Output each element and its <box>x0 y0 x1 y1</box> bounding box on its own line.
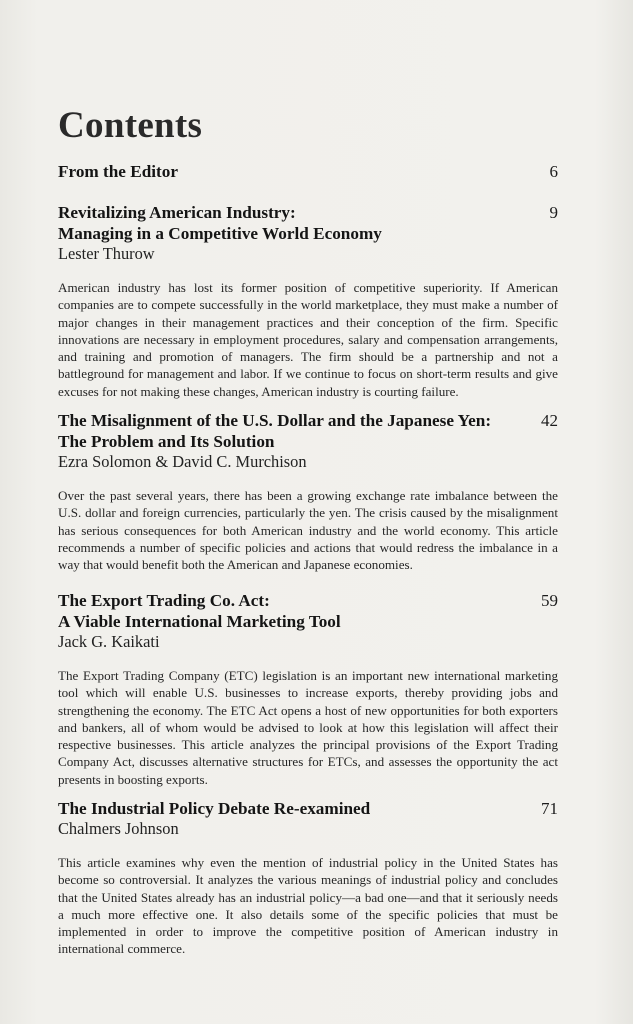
toc-entry-from-editor[interactable] <box>58 161 558 182</box>
entry-title <box>58 590 528 632</box>
toc-entry[interactable] <box>58 590 558 788</box>
toc-entry[interactable] <box>58 410 558 573</box>
toc-entry[interactable] <box>58 202 558 400</box>
entry-page-number: 59 <box>541 591 558 610</box>
entry-page-number: 9 <box>549 203 558 222</box>
entry-page-number: 6 <box>549 162 558 181</box>
entry-abstract: This article examines why even the mention of industrial policy in the United States has become so controversial. It analyzes the various meanings of industrial policy and concludes that the United States already has an industrial policy—a bad one—and that it seriously needs a much more effective one. It also details some of the specific policies that must be implemented in order to improve the competitive position of American industry in international commerce. <box>58 855 558 957</box>
entry-title-line: A Viable International Marketing Tool <box>58 612 341 631</box>
contents-heading: Contents <box>58 105 203 146</box>
entry-page-number: 42 <box>541 411 558 430</box>
entry-abstract: Over the past several years, there has been a growing exchange rate imbalance between the U.S. dollar and foreign currencies, particularly the yen. The crisis caused by the misalignment has serious consequences for both American industry and the world economy. This article recommends a number of specific policies and actions that would redress the imbalance in a way that would benefit both the American and Japanese economies. <box>58 488 558 573</box>
entry-title-line: The Export Trading Co. Act: <box>58 591 270 610</box>
entry-title-line: From the Editor <box>58 162 178 181</box>
entry-page-number: 71 <box>541 799 558 818</box>
entry-abstract: The Export Trading Company (ETC) legislation is an important new international marketing tool which will enable U.S. businesses to increase exports, thereby providing jobs and strengthening the economy. The ETC Act opens a host of new opportunities for both exporters and bankers, all of whom would be advised to look at how this legislation will affect their respective businesses. This article analyzes the principal provisions of the Export Trading Company Act, discusses alternative structures for ETCs, and assesses the opportunity the act presents in boosting exports. <box>58 668 558 787</box>
entry-title <box>58 798 528 819</box>
entry-title <box>58 202 528 244</box>
entry-title-line: The Problem and Its Solution <box>58 432 275 451</box>
entry-title-line: The Misalignment of the U.S. Dollar and the Japanese Yen: <box>58 411 492 430</box>
entry-author: Lester Thurow <box>58 244 155 263</box>
entry-abstract: American industry has lost its former position of competitive superiority. If American companies are to compete successfully in the world marketplace, they must make a number of major changes in their management practices and their conception of the firm. Specific innovations are necessary in employment procedures, salary and compensation arrangements, and training and promotion of managers. The firm should be a partnership and not a battleground for management and labor. If we continue to focus on short-term results and give excuses for not making these changes, American industry is courting failure. <box>58 280 558 399</box>
entry-title-line: The Industrial Policy Debate Re-examined <box>58 799 371 818</box>
entry-title <box>58 161 528 182</box>
entry-title <box>58 410 528 452</box>
entry-author: Chalmers Johnson <box>58 819 179 838</box>
entry-title-line: Revitalizing American Industry: <box>58 203 296 222</box>
entry-title-line: Managing in a Competitive World Economy <box>58 224 382 243</box>
toc-entry[interactable] <box>58 798 558 958</box>
entry-author: Ezra Solomon & David C. Murchison <box>58 452 307 471</box>
entry-author: Jack G. Kaikati <box>58 632 160 651</box>
